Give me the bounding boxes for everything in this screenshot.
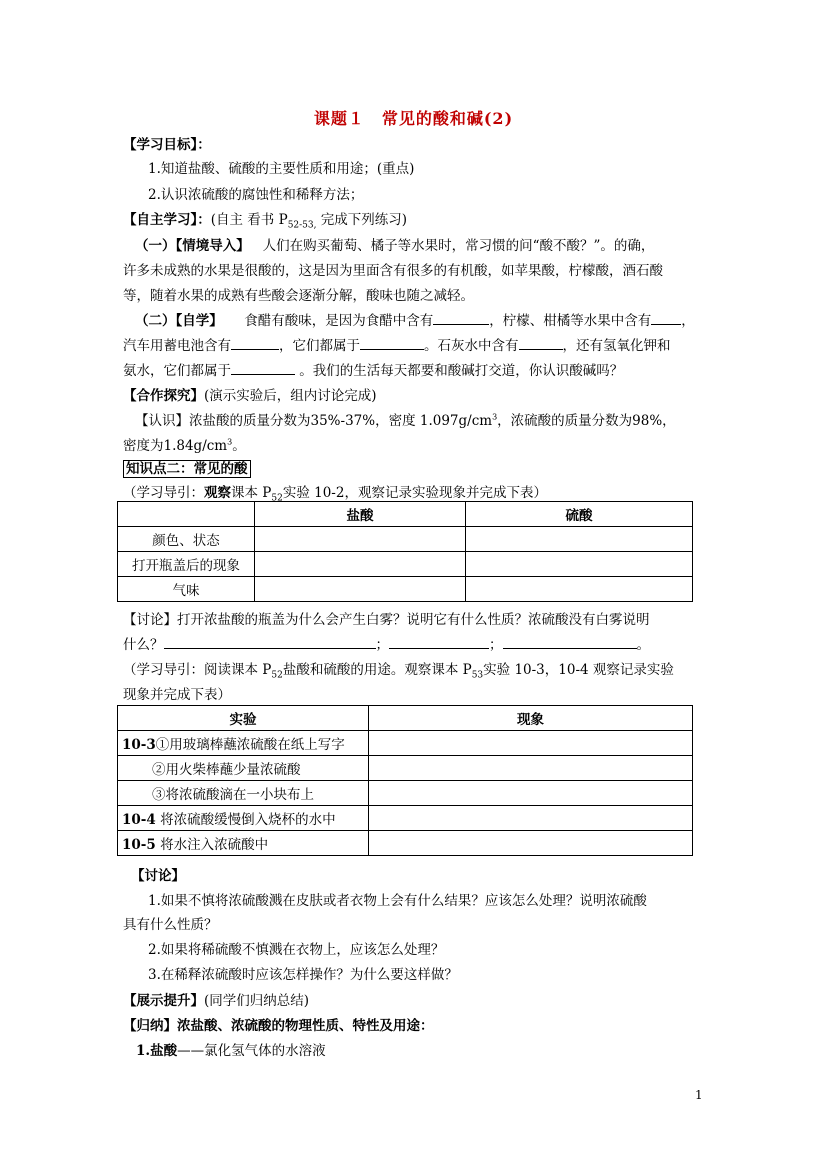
answer-cell[interactable]	[369, 831, 693, 856]
selfstudy-line-2	[123, 334, 671, 354]
selfstudy-text-1a: 食醋有酸味，是因为食醋中含有	[244, 313, 434, 329]
question-3: 3.在稀释浓硫酸时应该怎样操作？为什么要这样做？	[148, 967, 458, 983]
experiment-cell	[118, 781, 369, 806]
summary-text: 浓盐酸、浓硫酸的物理性质、特性及用途：	[177, 1018, 434, 1034]
question-2: 2.如果将稀硫酸不慎溅在衣物上，应该怎么处理？	[148, 942, 445, 958]
intro-heading: （一）【情境导入】	[135, 238, 250, 254]
guide-1b: 观察	[204, 485, 231, 501]
hcl-label: 1.盐酸	[136, 1043, 178, 1059]
answer-cell[interactable]	[255, 552, 466, 577]
selfstudy-line-3	[123, 359, 623, 379]
summary-line	[123, 1014, 434, 1034]
blank-base-category[interactable]	[231, 360, 295, 375]
guide-1c: 课本 P	[231, 485, 272, 501]
blank-answer-3[interactable]	[503, 634, 637, 649]
answer-cell[interactable]	[466, 527, 693, 552]
experiment-cell	[118, 831, 369, 856]
table-header-cell: 实验	[118, 706, 369, 731]
experiment-cell	[118, 731, 369, 756]
self-study-note-a: (自主 看书 P	[210, 212, 288, 228]
self-study-line	[123, 208, 407, 231]
answer-cell[interactable]	[255, 527, 466, 552]
acid-properties-table	[117, 501, 693, 602]
summary-heading: 【归纳】	[123, 1018, 177, 1034]
goal-1: 1.知道盐酸、硫酸的主要性质和用途；(重点)	[148, 161, 415, 177]
blank-fruit[interactable]	[651, 310, 681, 325]
knowledge-point-2-label: 知识点二：常见的酸	[123, 460, 251, 478]
intro-text-1: 人们在购买葡萄、橘子等水果时，常习惯的问“酸不酸？”。的确，	[262, 238, 655, 254]
know-text-1: 浓盐酸的质量分数为35%-37%，密度 1.097g/cm	[189, 413, 493, 429]
coop-line	[123, 384, 377, 404]
know-label: 【认识】	[135, 413, 189, 429]
guide-1d: 实验 10-2，观察记录实验现象并完成下表）	[282, 485, 547, 501]
question-1-line-1: 1.如果不慎将浓硫酸溅在皮肤或者衣物上会有什么结果？应该怎么处理？说明浓硫酸	[148, 893, 647, 909]
guide-2-sub-1: 52	[271, 670, 283, 681]
selfstudy-text-3b: 。我们的生活每天都要和酸碱打交道，你认识酸碱吗？	[299, 363, 624, 379]
blank-battery[interactable]	[231, 335, 279, 350]
show-note: (同学们归纳总结)	[204, 993, 310, 1009]
table-row	[118, 731, 693, 756]
knowledge-point-2	[123, 457, 251, 477]
page-number: 1	[695, 1088, 703, 1102]
page-title: 课题１ 常见的酸和碱(2)	[313, 109, 514, 128]
self-study-heading: 【自主学习】：	[123, 212, 211, 228]
selfstudy-text-2d: ，还有氢氧化钾和	[562, 338, 671, 354]
blank-answer-2[interactable]	[389, 634, 489, 649]
answer-cell[interactable]	[255, 577, 466, 602]
guide-2c: 实验 10-3，10-4 观察记录实验	[483, 662, 674, 678]
row-label: 气味	[118, 577, 255, 602]
coop-heading: 【合作探究】	[123, 388, 204, 404]
separator: ；	[375, 637, 389, 653]
know-sup-2: 3	[227, 437, 233, 447]
answer-cell[interactable]	[369, 731, 693, 756]
table-row	[118, 552, 693, 577]
coop-note: (演示实验后，组内讨论完成)	[204, 388, 377, 404]
row-label: 颜色、状态	[118, 527, 255, 552]
know-line-1	[135, 409, 676, 429]
experiment-text: 将浓硫酸缓慢倒入烧杯的水中	[160, 812, 336, 828]
know-sup-1: 3	[492, 412, 498, 422]
guide-2-sub-2: 53	[471, 670, 484, 681]
table-header-row	[118, 502, 693, 527]
know-line-2: 密度为$1.84g/cm^3$。	[123, 437, 246, 454]
blank-answer-1[interactable]	[164, 634, 376, 649]
selfstudy-heading: （二）【自学】	[135, 313, 223, 329]
self-study-note-b: 完成下列练习)	[316, 212, 408, 228]
goal-2: 2.认识浓硫酸的腐蚀性和稀释方法；	[148, 187, 364, 203]
know-text-3: 密度为1.84g/cm	[123, 438, 228, 454]
blank-limewater[interactable]	[519, 335, 563, 350]
experiment-table	[117, 705, 693, 856]
hcl-desc: ——氯化氢气体的水溶液	[177, 1043, 326, 1059]
selfstudy-text-2a: 汽车用蓄电池含有	[123, 338, 231, 354]
blank-vinegar[interactable]	[433, 310, 489, 325]
intro-line-3: 等，随着水果的成熟有些酸会逐渐分解，酸味也随之减轻。	[123, 288, 474, 304]
table-header-cell: 盐酸	[255, 502, 466, 527]
table-header-cell	[118, 502, 255, 527]
selfstudy-text-2c: 。石灰水中含有	[424, 338, 519, 354]
question-1-line-2: 具有什么性质？	[123, 917, 218, 933]
experiment-text: ①用玻璃棒蘸浓硫酸在纸上写字	[155, 737, 345, 753]
show-heading: 【展示提升】	[123, 993, 204, 1009]
guide-1a: （学习导引：	[123, 485, 204, 501]
discussion-1-line-1: 【讨论】打开浓盐酸的瓶盖为什么会产生白雾？说明它有什么性质？浓硫酸没有白雾说明	[123, 612, 650, 628]
selfstudy-text-3a: 氨水，它们都属于	[123, 363, 231, 379]
guide-1-sub: 52	[271, 493, 283, 504]
discussion-1-prefix: 什么？	[123, 637, 164, 653]
guide-2-line-2: 现象并完成下表）	[123, 687, 231, 703]
experiment-number: 10-5	[122, 837, 156, 853]
know-text-2: ，浓硫酸的质量分数为98%，	[497, 413, 676, 429]
table-row	[118, 756, 693, 781]
table-row	[118, 831, 693, 856]
answer-cell[interactable]	[369, 756, 693, 781]
guide-2-line-1	[123, 658, 674, 681]
table-header-row	[118, 706, 693, 731]
row-label: 打开瓶盖后的现象	[118, 552, 255, 577]
show-line	[123, 989, 309, 1009]
goals-heading: 【学习目标】：	[123, 137, 211, 153]
experiment-text: 将水注入浓硫酸中	[160, 837, 269, 853]
table-header-cell: 现象	[369, 706, 693, 731]
intro-line-1	[135, 234, 654, 254]
answer-cell[interactable]	[369, 806, 693, 831]
hcl-line	[136, 1039, 326, 1059]
table-row	[118, 577, 693, 602]
discussion-1-line-2	[123, 633, 650, 653]
selfstudy-text-1b: ，柠檬、柑橘等水果中含有	[489, 313, 652, 329]
experiment-cell	[118, 806, 369, 831]
experiment-number: 10-3	[122, 737, 156, 753]
selfstudy-text-2b: ，它们都属于	[279, 338, 360, 354]
table-row	[118, 806, 693, 831]
selfstudy-line-1	[135, 309, 695, 329]
experiment-text: ②用火柴棒蘸少量浓硫酸	[152, 762, 301, 778]
self-study-page-range: 52-53,	[287, 220, 317, 231]
experiment-number: 10-4	[122, 812, 156, 828]
guide-2b: 盐酸和硫酸的用途。观察课本 P	[282, 662, 472, 678]
separator: ；	[489, 637, 503, 653]
table-row	[118, 781, 693, 806]
answer-cell[interactable]	[369, 781, 693, 806]
experiment-text: ③将浓硫酸滴在一小块布上	[152, 787, 314, 803]
experiment-cell	[118, 756, 369, 781]
discussion-2-heading: 【讨论】	[131, 868, 185, 884]
table-header-cell: 硫酸	[466, 502, 693, 527]
answer-cell[interactable]	[466, 577, 693, 602]
blank-acid-category[interactable]	[360, 335, 424, 350]
intro-line-2: 许多未成熟的水果是很酸的，这是因为里面含有很多的有机酸，如苹果酸，柠檬酸，酒石酸	[123, 263, 663, 279]
discussion-1-end: 。	[636, 637, 650, 653]
table-row	[118, 527, 693, 552]
selfstudy-text-1c: ，	[681, 313, 695, 329]
guide-2a: （学习导引：阅读课本 P	[123, 662, 272, 678]
answer-cell[interactable]	[466, 552, 693, 577]
